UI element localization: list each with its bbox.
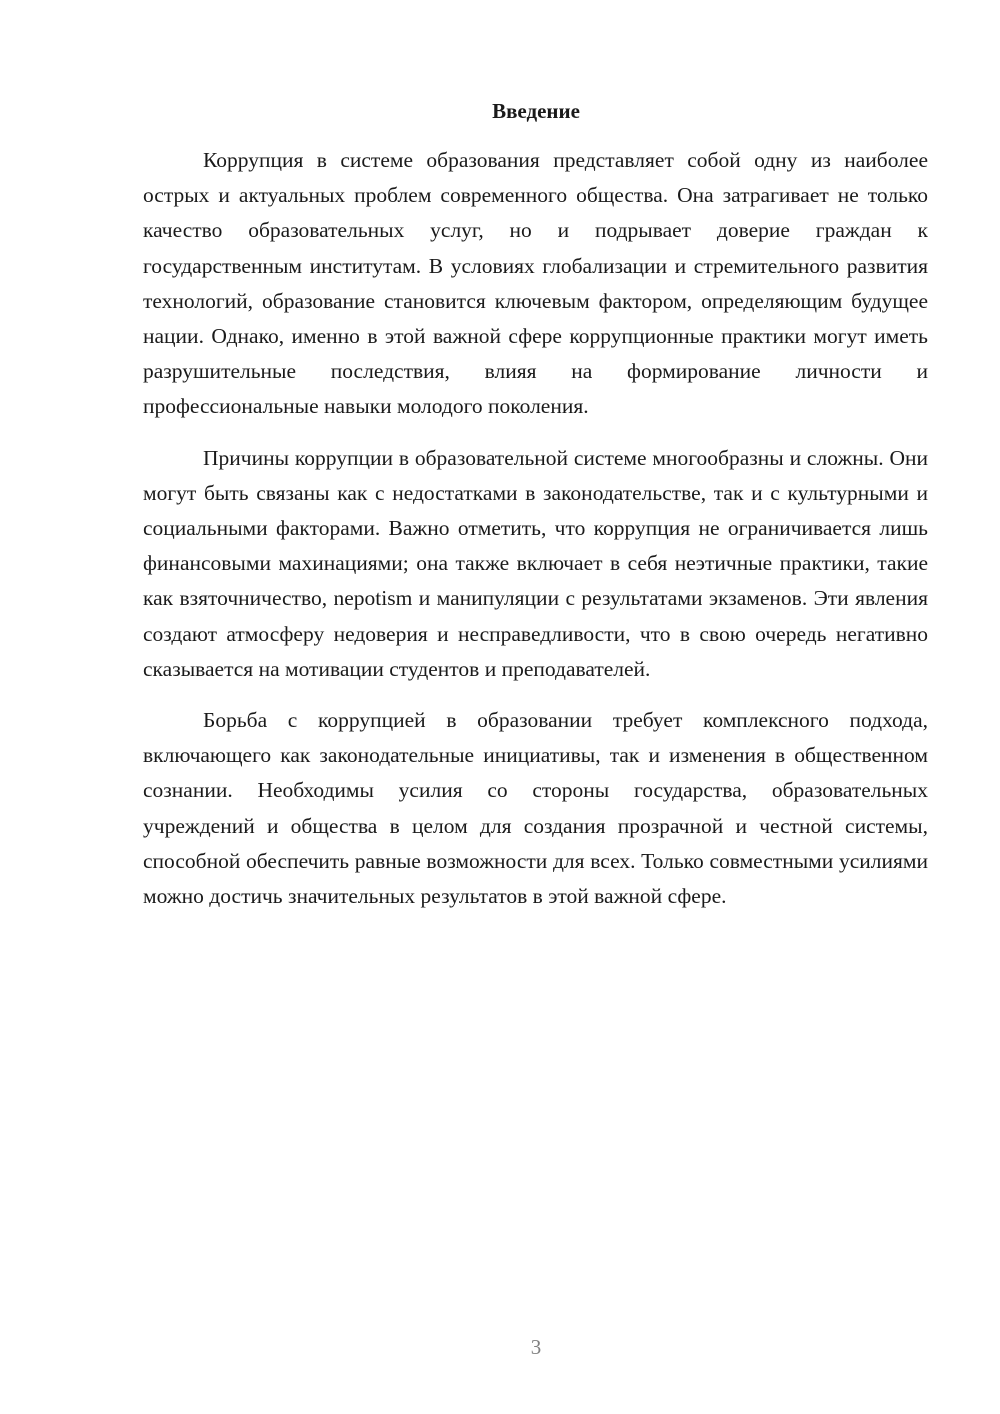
paragraph-3: Борьба с коррупцией в образовании требует комплексного подхода, включающего как законодательные инициативы, так и изменения в общественном сознании. Необходимы усилия со стороны государства, образовательных учреждений и общества в целом для создания прозрачной и честной системы, способной обеспечить равные возможности для всех. Только совместными усилиями можно достичь значительных результатов в этой важной сфере.: [143, 708, 928, 909]
paragraph-1: Коррупция в системе образования представляет собой одну из наиболее острых и актуальных проблем современного общества. Она затрагивает не только качество образовательных услуг, но и подрывает доверие граждан к государственным институтам. В условиях глобализации и стремительного развития технологий, образование становится ключевым фактором, определяющим будущее нации. Однако, именно в этой важной сфере коррупционные практики могут иметь разрушительные последствия, влияя на формирование личности и профессиональные навыки молодого поколения.: [143, 148, 928, 419]
body-text: [143, 143, 928, 930]
paragraph-2: Причины коррупции в образовательной системе многообразны и сложны. Они могут быть связаны как с недостатками в законодательстве, так и с культурными и социальными факторами. Важно отметить, что коррупция не ограничивается лишь финансовыми махинациями; она также включает в себя неэтичные практики, такие как взяточничество, nepotism и манипуляции с результатами экзаменов. Эти явления создают атмосферу недоверия и несправедливости, что в свою очередь негативно сказывается на мотивации студентов и преподавателей.: [143, 445, 928, 681]
section-title: Введение: [492, 99, 580, 123]
page-number: 3: [530, 1335, 542, 1359]
